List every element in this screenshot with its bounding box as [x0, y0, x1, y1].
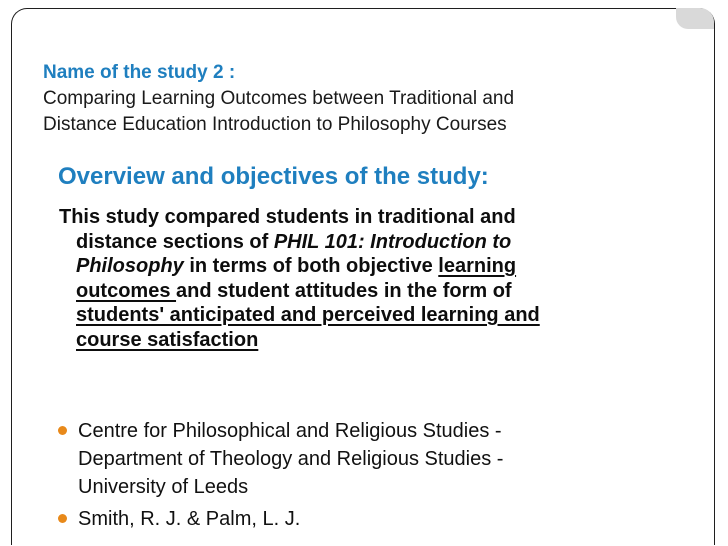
- underlined-text: students' anticipated and perceived learning and: [76, 304, 540, 326]
- course-name-italic: PHIL 101: Introduction to: [273, 230, 512, 253]
- paragraph-line-5: [59, 303, 689, 328]
- study-title-line-2: Distance Education Introduction to Philosophy Courses: [43, 114, 507, 135]
- study-title-label: Name of the study 2 :: [43, 62, 236, 83]
- paragraph-text: distance sections of: [76, 230, 274, 253]
- paragraph-line-3: [59, 254, 689, 279]
- paragraph-text: in terms of both objective: [183, 255, 439, 277]
- overview-heading: Overview and objectives of the study:: [58, 163, 489, 190]
- underlined-text: course satisfaction: [76, 328, 259, 351]
- paragraph-text: and student attitudes in the form of: [176, 279, 512, 302]
- bullet-item-affiliation: [78, 417, 503, 501]
- bullet-line: Smith, R. J. & Palm, L. J.: [78, 508, 301, 530]
- course-name-italic: Philosophy: [76, 255, 184, 277]
- bullet-item-authors: [78, 505, 300, 533]
- bullet-dot-icon: [58, 426, 67, 435]
- paragraph-line-6: [59, 328, 689, 353]
- paragraph-line-1: This study compared students in traditional and: [59, 206, 516, 228]
- bullet-line: Department of Theology and Religious Studies -: [78, 448, 504, 470]
- underlined-text: learning: [438, 255, 517, 277]
- bullet-dot-icon: [58, 514, 67, 523]
- paragraph-line-2: [59, 230, 689, 255]
- study-title-line-1: Comparing Learning Outcomes between Traditional and: [43, 88, 515, 109]
- underlined-text: outcomes: [76, 279, 177, 302]
- corner-tab: [676, 8, 714, 29]
- bullet-line: Centre for Philosophical and Religious Studies -: [78, 420, 502, 442]
- overview-paragraph: [59, 205, 689, 352]
- bullet-line: University of Leeds: [78, 476, 249, 498]
- paragraph-line-4: [59, 279, 689, 304]
